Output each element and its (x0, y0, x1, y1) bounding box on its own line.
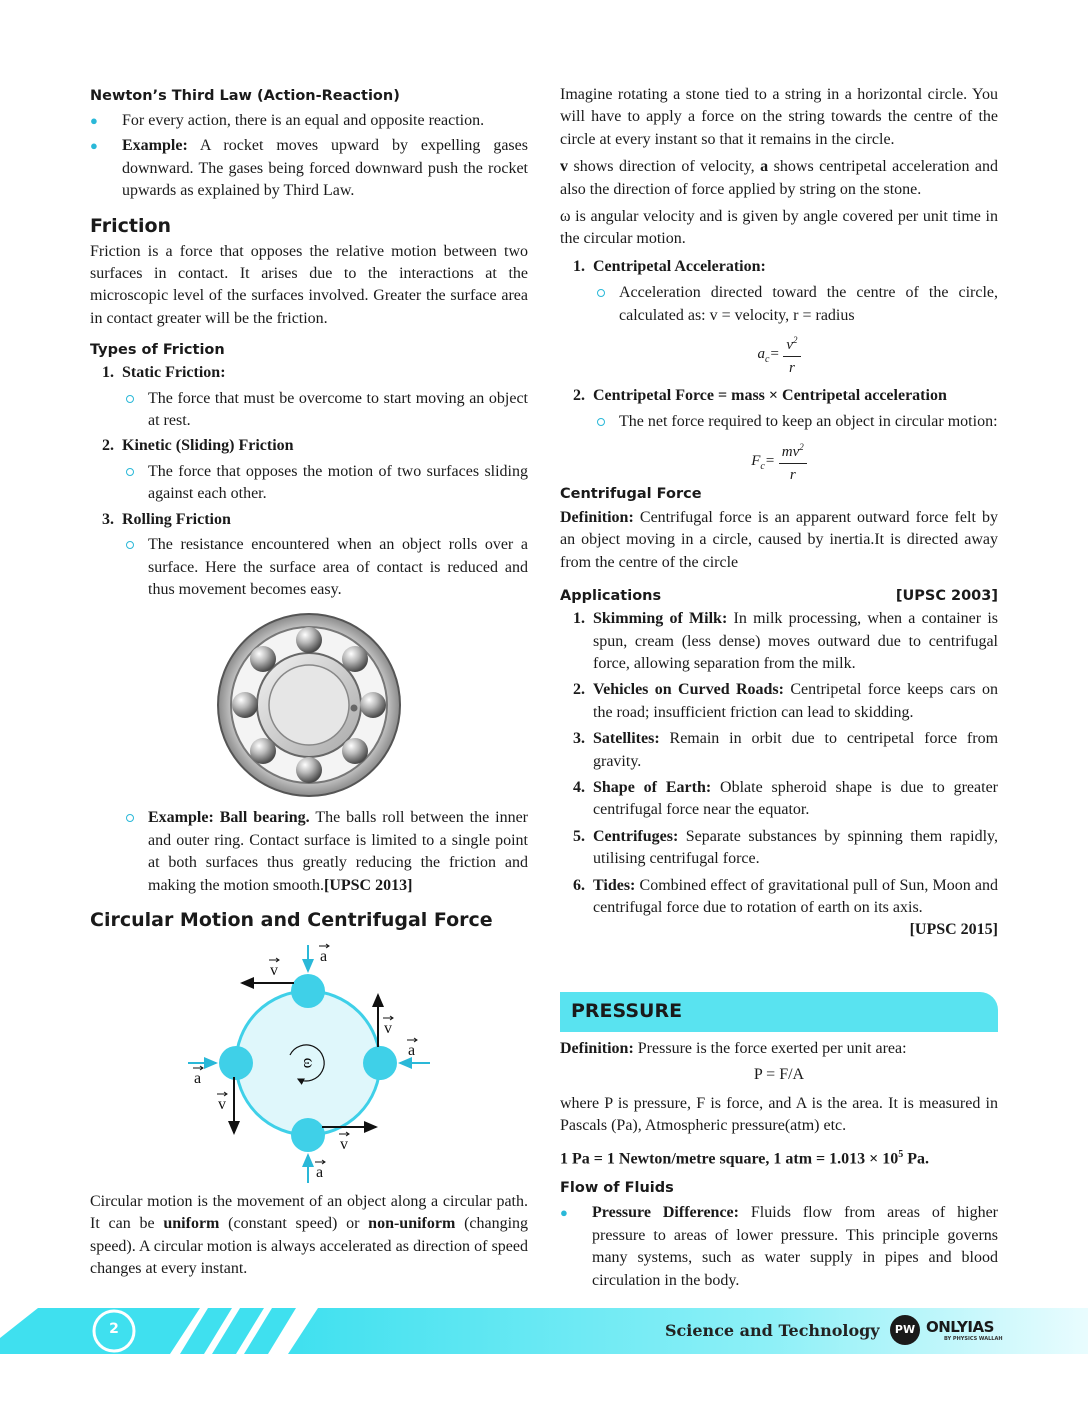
omega-label: ω (300, 1057, 317, 1069)
page-number: 2 (109, 1321, 119, 1337)
applications-tag: [UPSC 2003] (895, 588, 998, 605)
omega-paragraph: ω is angular velocity and is given by angle covered per unit time in the circular motion. (560, 208, 998, 248)
pressure-section (560, 1038, 998, 1292)
diagram-a-top: a (320, 947, 328, 965)
diagram-a-bottom: a (316, 1163, 324, 1181)
application-item: 2. Vehicles on Curved Roads: Centripetal force keeps cars on the road; insufficient friction can lead to skidding. (573, 681, 998, 721)
applications-heading: Applications (560, 588, 662, 605)
circular-motion-diagram (90, 937, 528, 1187)
ball-bearing-illustration (90, 609, 528, 805)
type-2-title: 2. Kinetic (Sliding) Friction (102, 437, 294, 455)
newton-bullet-1: ● For every action, there is an equal and opposite reaction. (90, 110, 528, 132)
type-3-title: 3. Rolling Friction (102, 510, 231, 528)
page-footer (0, 1308, 1088, 1354)
intro-paragraph: Imagine rotating a stone tied to a string in a horizontal circle. You will have to apply a force on the string towards the centre of the circle at every instant so that it remains in the circle. (560, 86, 998, 148)
centrifugal-definition: Definition: Centrifugal force is an apparent outward force felt by an object moving in a circle, caused by inertia.It is directed away from the centre of the circle (560, 508, 999, 571)
diagram-v-left: v (218, 1095, 226, 1113)
friction-paragraph: Friction is a force that opposes the relative motion between two surfaces in contact. It arises due to the interactions at the microscopic level of the surfaces involved. Greater the surface area in contact greater will be the friction. (90, 242, 528, 327)
type-1-title: 1. Static Friction: (102, 364, 226, 382)
va-paragraph: v shows direction of velocity, a shows centripetal acceleration and also the direction of force applied by string on the stone. (560, 158, 999, 198)
centripetal-acceleration-title: 1. Centripetal Acceleration: (573, 257, 766, 275)
pressure-banner (560, 992, 998, 1032)
type-3-text: The resistance encountered when an object rolls over a surface. Here the surface area of contact is reduced and thus movement becomes easy. (122, 534, 528, 601)
diagram-a-left: a (194, 1069, 202, 1087)
application-item: 6. Tides: Combined effect of gravitational pull of Sun, Moon and centrifugal force due to rotation of earth on its axis. [UPSC 2015] (573, 875, 998, 920)
right-column (560, 84, 998, 942)
diagram-v-top: v (270, 961, 278, 979)
type-1-text: The force that must be overcome to start moving an object at rest. (122, 388, 528, 433)
application-item: 1. Skimming of Milk: In milk processing, when a container is spun, cream (less dense) moves outward due to centrifugal force, allowing separation from the milk. (573, 610, 999, 672)
diagram-a-right: a (408, 1041, 416, 1059)
type-2-text: The force that opposes the motion of two surfaces sliding against each other. (122, 461, 528, 506)
applications-list (573, 608, 999, 939)
brand-logo: ONLYIAS (926, 1318, 994, 1336)
centripetal-acceleration-text: Acceleration directed toward the centre of the circle, calculated as: v = velocity, r = radius (593, 282, 998, 327)
types-heading: Types of Friction (90, 342, 225, 359)
newton-heading: Newton’s Third Law (Action-Reaction) (90, 88, 400, 104)
circular-motion-paragraph: Circular motion is the movement of an object along a circular path. It can be uniform (constant speed) or non-uniform (changing speed). A circular motion is always accelerated as direction of speed changes at every instant. (90, 1192, 529, 1278)
left-column (90, 84, 528, 1281)
diagram-v-right: v (384, 1019, 392, 1037)
applications-heading-row (560, 588, 998, 604)
ball-bearing-example: Example: Ball bearing. The balls roll between the inner and outer ring. Contact surface is limited to a single point at both surfaces thus greatly reducing the friction and making the motion smooth.[UPSC 2013] (122, 807, 528, 897)
footer-band (0, 1308, 1088, 1354)
footer-subject: Science and Technology (665, 1321, 880, 1340)
pressure-where: where P is pressure, F is force, and A is the area. It is measured in Pascals (Pa), Atmospheric pressure(atm) etc. (560, 1094, 998, 1135)
pressure-formula: P = F/A (753, 1066, 805, 1084)
flow-bullet: ● Pressure Difference: Fluids flow from areas of higher pressure to areas of lower pressure. This principle governs many systems, such as water supply in pipes and blood circulation in the body. (560, 1202, 998, 1292)
application-item: 4. Shape of Earth: Oblate spheroid shape is due to greater centrifugal force near the equator. (573, 778, 998, 819)
pressure-definition: Definition: Pressure is the force exerted per unit area: (560, 1040, 907, 1057)
diagram-v-bottom: v (340, 1135, 348, 1153)
newton-bullet-2: ● Example: A rocket moves upward by expelling gases downward. The gases being forced downward push the rocket upwards as explained by Third Law. (90, 135, 528, 202)
centripetal-acceleration-formula: $a_c=$ $\frac{v^2}{r}$ (560, 329, 998, 375)
application-item: 3. Satellites: Remain in orbit due to centripetal force from gravity. (573, 730, 999, 770)
centrifugal-heading: Centrifugal Force (560, 485, 702, 502)
pressure-units: 1 Pa = 1 Newton/metre square, 1 atm = $1.013 \times 10^5$ Pa. (560, 1148, 930, 1167)
centripetal-force-text: The net force required to keep an object in circular motion: (593, 411, 998, 433)
tides-tag: [UPSC 2015] (909, 921, 998, 939)
flow-heading: Flow of Fluids (560, 1180, 674, 1197)
pw-logo-icon: PW (890, 1315, 920, 1345)
pressure-heading: PRESSURE (571, 1000, 683, 1022)
brand-sub: BY PHYSICS WALLAH (944, 1336, 1003, 1342)
centripetal-force-title: 2. Centripetal Force = mass × Centripetal acceleration (573, 387, 947, 405)
circular-motion-heading: Circular Motion and Centrifugal Force (90, 908, 493, 931)
centripetal-force-formula: $F_c=$ $\frac{mv^2}{r}$ (560, 436, 998, 482)
application-item: 5. Centrifuges: Separate substances by spinning them rapidly, utilising centrifugal force. (573, 827, 998, 868)
friction-heading: Friction (90, 214, 172, 237)
